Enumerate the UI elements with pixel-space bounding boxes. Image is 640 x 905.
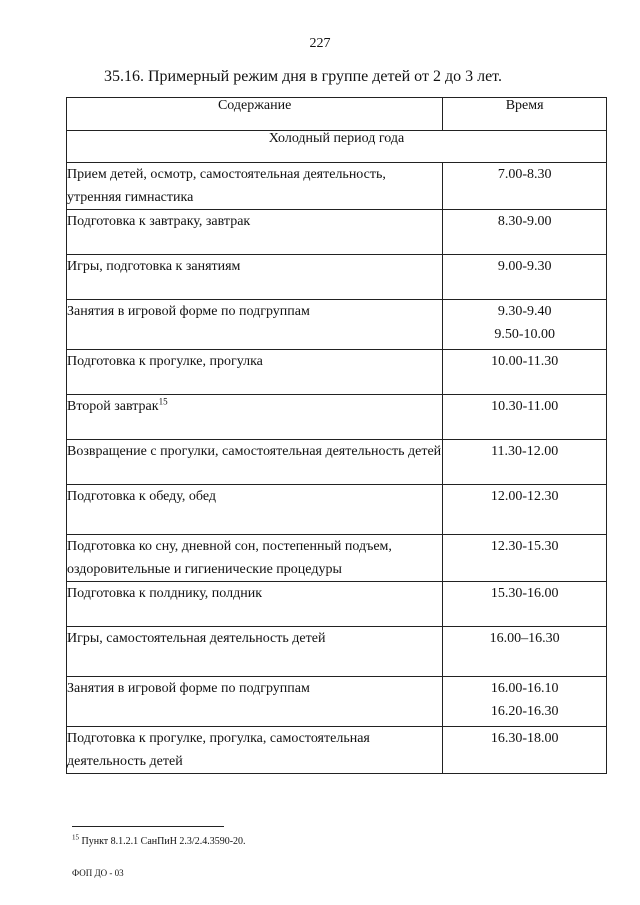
row-time: 9.00-9.30 (443, 255, 607, 300)
footnote (72, 833, 246, 847)
footnote-ref: 15 (158, 396, 168, 407)
table-row (67, 535, 607, 582)
document-code: ФОП ДО - 03 (72, 868, 124, 878)
period-row (67, 131, 607, 163)
row-content: Подготовка ко сну, дневной сон, постепенный подъем, оздоровительные и гигиенические процедуры (67, 535, 443, 582)
row-time: 7.00-8.30 (443, 163, 607, 210)
table-row (67, 300, 607, 350)
row-time: 8.30-9.00 (443, 210, 607, 255)
row-content: Прием детей, осмотр, самостоятельная деятельность, утренняя гимнастика (67, 163, 443, 210)
row-content (67, 395, 443, 440)
row-time: 12.30-15.30 (443, 535, 607, 582)
table-header-row (67, 98, 607, 131)
table-row (67, 350, 607, 395)
row-content: Игры, подготовка к занятиям (67, 255, 443, 300)
row-content: Подготовка к обеду, обед (67, 485, 443, 535)
table-row (67, 627, 607, 677)
row-time: 15.30-16.00 (443, 582, 607, 627)
row-time: 16.30-18.00 (443, 727, 607, 774)
row-content: Игры, самостоятельная деятельность детей (67, 627, 443, 677)
time-slot-2: 9.50-10.00 (494, 327, 555, 342)
table-row (67, 395, 607, 440)
row-time (443, 300, 607, 350)
table-row (67, 582, 607, 627)
daily-schedule-table (66, 97, 607, 774)
row-time: 11.30-12.00 (443, 440, 607, 485)
row-time: 10.30-11.00 (443, 395, 607, 440)
table-row (67, 677, 607, 727)
table-row (67, 210, 607, 255)
row-content: Подготовка к завтраку, завтрак (67, 210, 443, 255)
row-time: 16.00–16.30 (443, 627, 607, 677)
time-slot-1: 16.00-16.10 (490, 681, 559, 696)
period-label: Холодный период года (67, 131, 607, 163)
row-content: Подготовка к прогулке, прогулка (67, 350, 443, 395)
table-row (67, 485, 607, 535)
footnote-divider (72, 826, 224, 827)
row-time (443, 677, 607, 727)
row-content: Возвращение с прогулки, самостоятельная деятельность детей (67, 440, 443, 485)
footnote-text: Пункт 8.1.2.1 СанПиН 2.3/2.4.3590-20. (81, 836, 246, 847)
row-content: Занятия в игровой форме по подгруппам (67, 300, 443, 350)
row-time: 12.00-12.30 (443, 485, 607, 535)
row-time: 10.00-11.30 (443, 350, 607, 395)
row-content: Подготовка к прогулке, прогулка, самостоятельная деятельность детей (67, 727, 443, 774)
table-row (67, 440, 607, 485)
table-row (67, 727, 607, 774)
page-number: 227 (309, 36, 331, 51)
time-slot-1: 9.30-9.40 (497, 304, 552, 319)
header-content: Содержание (67, 98, 443, 131)
table-row (67, 163, 607, 210)
table-row (67, 255, 607, 300)
time-slot-2: 16.20-16.30 (490, 704, 559, 719)
row-content: Подготовка к полднику, полдник (67, 582, 443, 627)
section-heading: 35.16. Примерный режим дня в группе детей от 2 до 3 лет. (104, 68, 502, 85)
footnote-number: 15 (72, 833, 79, 842)
row-content: Занятия в игровой форме по подгруппам (67, 677, 443, 727)
row-content-text: Второй завтрак (67, 399, 159, 414)
header-time: Время (443, 98, 607, 131)
